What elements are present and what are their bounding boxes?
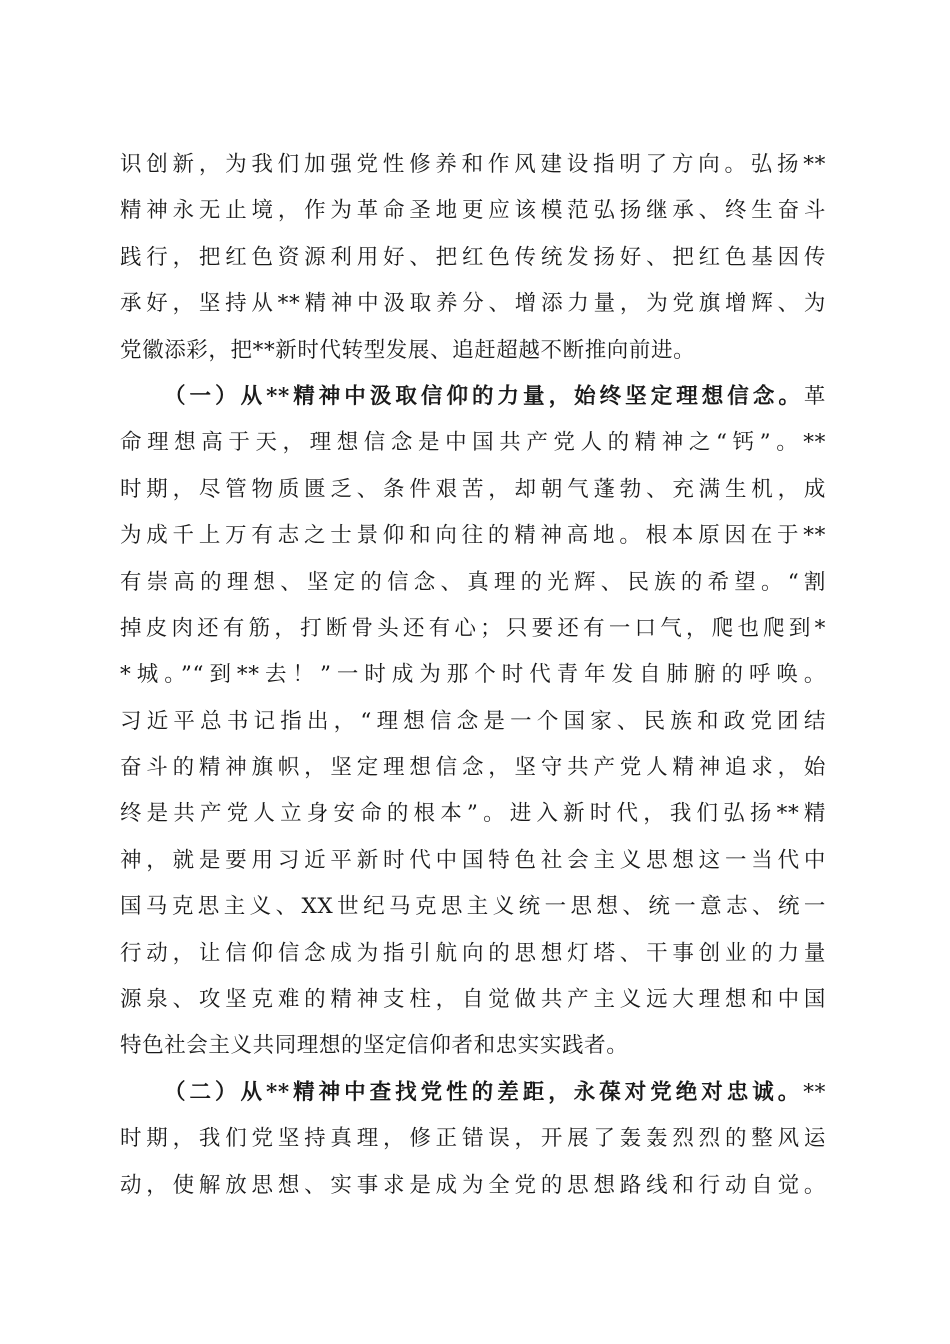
line-text: 党徽添彩，把**新时代转型发展、追赶超越不断推向前进。 [120,337,696,363]
line-text: 行动，让信仰信念成为指引航向的思想灯塔、干事创业的力量 [120,940,826,966]
line-text: 习近平总书记指出，“理想信念是一个国家、民族和政党团结 [120,708,826,734]
line-text: *城。”“到**去！”一时成为那个时代青年发自肺腑的呼唤。 [120,662,826,688]
text-line [120,652,826,698]
line-text: 神，就是要用习近平新时代中国特色社会主义思想这一当代中 [120,847,826,873]
line-text: 特色社会主义共同理想的坚定信仰者和忠实实践者。 [120,1033,629,1059]
text-line [120,513,826,559]
text-line [120,699,826,745]
line-text: 践行，把红色资源利用好、把红色传统发扬好、把红色基因传 [120,244,826,270]
line-text: 精神永无止境，作为革命圣地更应该模范弘扬继承、终生奋斗 [120,198,826,224]
line-text: 国马克思主义、XX世纪马克思主义统一思想、统一意志、统一 [120,894,826,920]
line-text: 革 [803,383,826,409]
line-text: 源泉、攻坚克难的精神支柱，自觉做共产主义远大理想和中国 [120,987,826,1013]
line-text: 识创新，为我们加强党性修养和作风建设指明了方向。弘扬** [120,152,826,177]
line-text: 掉皮肉还有筋，打断骨头还有心；只要还有一口气，爬也爬到* [120,615,826,641]
section-heading-line-1 [120,374,826,420]
text-line [120,467,826,513]
text-line [120,931,826,977]
text-line [120,1116,826,1162]
line-text: ** [803,1079,826,1105]
text-line [120,188,826,234]
line-text: 奋斗的精神旗帜，坚定理想信念，坚守共产党人精神追求，始 [120,755,826,781]
line-text: 为成千上万有志之士景仰和向往的精神高地。根本原因在于** [120,523,826,549]
text-line [120,838,826,884]
line-text: 时期，尽管物质匮乏、条件艰苦，却朝气蓬勃、充满生机，成 [120,476,826,502]
section-heading-2: （二）从**精神中查找党性的差距，永葆对党绝对忠诚。 [164,1079,804,1105]
body-text [120,142,826,1209]
line-text: 终是共产党人立身安命的根本”。进入新时代，我们弘扬**精 [120,801,826,827]
text-line [120,791,826,837]
section-heading-1: （一）从**精神中汲取信仰的力量，始终坚定理想信念。 [164,383,804,409]
line-text: 时期，我们党坚持真理，修正错误，开展了轰轰烈烈的整风运 [120,1126,826,1152]
line-text: 有崇高的理想、坚定的信念、真理的光辉、民族的希望。“割 [120,569,826,595]
text-line [120,142,826,188]
text-line [120,1163,826,1209]
line-text: 承好，坚持从**精神中汲取养分、增添力量，为党旗增辉、为 [120,291,826,317]
text-line [120,606,826,652]
text-line [120,235,826,281]
text-line [120,328,826,374]
text-line [120,420,826,466]
section-heading-line-2 [120,1070,826,1116]
text-line [120,1023,826,1069]
line-text: 命理想高于天，理想信念是中国共产党人的精神之“钙”。** [120,430,826,456]
text-line [120,560,826,606]
text-line [120,977,826,1023]
line-text: 动，使解放思想、实事求是成为全党的思想路线和行动自觉。 [120,1172,826,1198]
text-line [120,281,826,327]
text-line [120,745,826,791]
text-line [120,884,826,930]
